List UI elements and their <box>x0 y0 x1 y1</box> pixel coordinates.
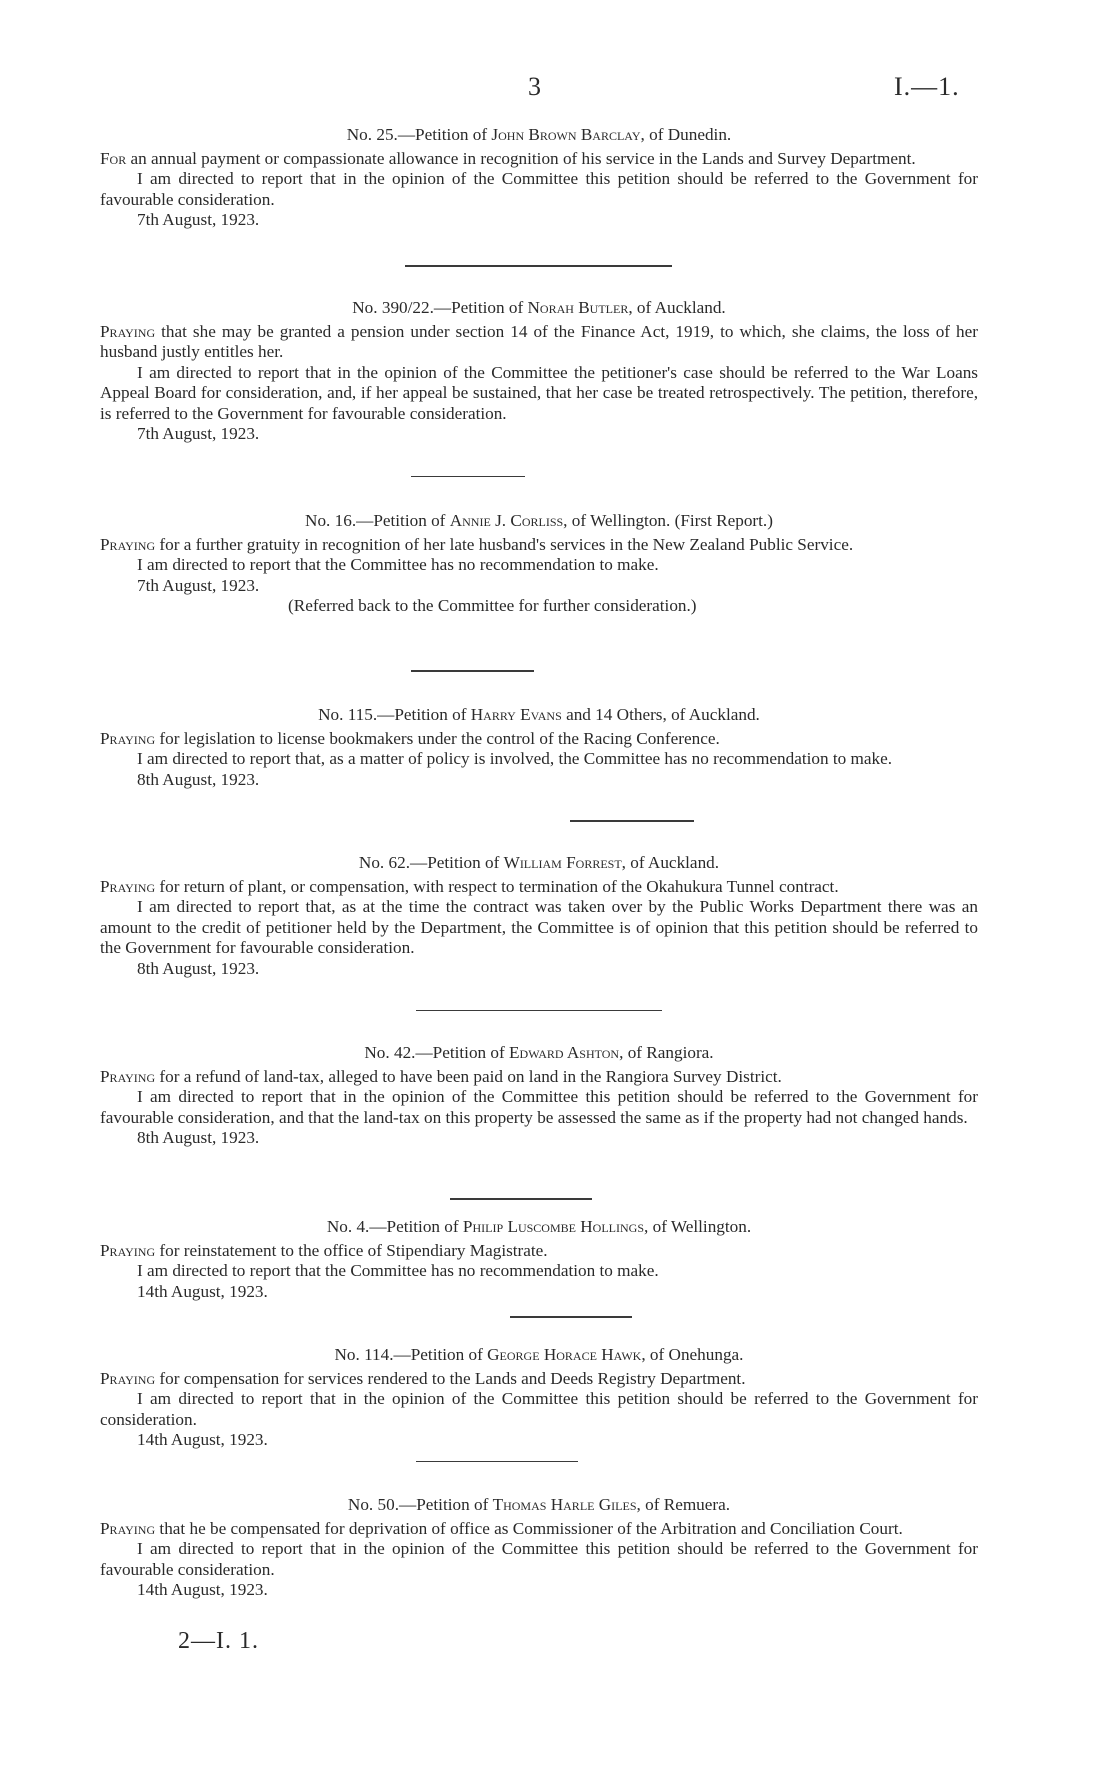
petition-number: No. 62. <box>358 853 411 872</box>
section-divider <box>411 476 525 477</box>
petition-prayer <box>100 1369 978 1390</box>
petition-prayer <box>100 322 978 363</box>
section-divider <box>405 265 672 267</box>
petition-number: No. 25. <box>346 125 398 144</box>
document-reference: I.—1. <box>894 72 960 101</box>
prayer-lead: Praying <box>100 1518 156 1538</box>
petition-date: 14th August, 1923. <box>137 1430 268 1449</box>
petition-report: I am directed to report that in the opinion of the Committee this petition should be referred to the Government for favourable consideration. <box>100 1539 978 1579</box>
petition-report: I am directed to report that the Committee has no recommendation to make. <box>137 1261 659 1280</box>
petition-title <box>100 298 978 319</box>
petition-place: , of Onehunga. <box>641 1345 744 1364</box>
prayer-lead: Praying <box>100 1240 156 1260</box>
petition-prayer <box>100 535 978 556</box>
petition-place: , of Dunedin. <box>640 125 732 144</box>
prayer-lead: Praying <box>100 876 156 896</box>
petition-report: I am directed to report that, as a matter of policy is involved, the Committee has no recommendation to make. <box>137 749 893 768</box>
petition-title <box>100 125 978 146</box>
petitioner-name: Edward Ashton <box>509 1043 620 1062</box>
title-dash: —Petition of <box>399 1495 493 1514</box>
petition-place: , of Rangiora. <box>619 1043 714 1062</box>
prayer-text: for a further gratuity in recognition of her late husband's services in the New Zealand Public Service. <box>155 534 854 554</box>
petitioner-name: Philip Luscombe Hollings <box>462 1217 644 1236</box>
signature-mark: 2—I. 1. <box>178 1628 259 1654</box>
petition-entry <box>100 125 978 231</box>
petition-entry <box>100 1495 978 1601</box>
petition-prayer <box>100 877 978 898</box>
petition-number: No. 16. <box>305 511 357 530</box>
petition-entry <box>100 1043 978 1149</box>
petition-date: 14th August, 1923. <box>137 1281 268 1301</box>
section-divider <box>411 670 534 672</box>
petition-date: 7th August, 1923. <box>137 210 260 229</box>
page-number: 3 <box>528 72 541 101</box>
petitioner-name: Annie J. Corliss <box>449 511 564 530</box>
prayer-lead: For <box>100 148 127 168</box>
title-dash: —Petition of <box>393 1345 488 1364</box>
petition-entry <box>100 705 978 790</box>
prayer-text: an annual payment or compassionate allowance in recognition of his service in the Lands and Survey Department. <box>126 148 916 168</box>
prayer-text: for legislation to license bookmakers under the control of the Racing Conference. <box>155 728 720 748</box>
petition-place: and 14 Others, of Auckland. <box>561 705 760 724</box>
petition-date: 7th August, 1923. <box>137 424 260 443</box>
title-dash: —Petition of <box>397 125 492 144</box>
petition-place: , of Remuera. <box>636 1495 731 1514</box>
title-dash: —Petition of <box>369 1217 463 1236</box>
petitioner-name: John Brown Barclay <box>491 125 641 144</box>
petition-title <box>100 511 978 532</box>
petition-entry <box>100 1217 978 1302</box>
petition-number: No. 390/22. <box>352 298 434 317</box>
title-dash: —Petition of <box>377 705 471 724</box>
petition-number: No. 42. <box>364 1043 416 1062</box>
petition-place: , of Wellington. (First Report.) <box>563 511 773 530</box>
petition-date: 7th August, 1923. <box>137 575 260 595</box>
petition-date: 8th August, 1923. <box>137 769 260 789</box>
petitioner-name: Harry Evans <box>470 705 562 724</box>
petition-note: (Referred back to the Committee for further consideration.) <box>288 596 697 615</box>
petition-report: I am directed to report that in the opinion of the Committee this petition should be referred to the Government for consideration. <box>100 1389 978 1429</box>
petition-place: , of Wellington. <box>644 1217 752 1236</box>
prayer-lead: Praying <box>100 321 156 341</box>
prayer-lead: Praying <box>100 534 156 554</box>
petition-prayer <box>100 149 978 170</box>
prayer-lead: Praying <box>100 1368 156 1388</box>
petitioner-name: Thomas Harle Giles <box>492 1495 637 1514</box>
petition-report: I am directed to report that the Committee has no recommendation to make. <box>137 555 659 574</box>
section-divider <box>450 1198 592 1200</box>
prayer-text: for compensation for services rendered to the Lands and Deeds Registry Department. <box>155 1368 746 1388</box>
petition-report: I am directed to report that in the opinion of the Committee this petition should be referred to the Government for favourable consideration. <box>100 169 978 209</box>
prayer-text: for a refund of land-tax, alleged to have been paid on land in the Rangiora Survey District. <box>155 1066 782 1086</box>
petitioner-name: William Forrest <box>503 853 622 872</box>
petition-prayer <box>100 1067 978 1088</box>
prayer-lead: Praying <box>100 728 156 748</box>
section-divider <box>416 1010 662 1011</box>
prayer-lead: Praying <box>100 1066 156 1086</box>
title-dash: —Petition of <box>410 853 504 872</box>
petition-number: No. 114. <box>334 1345 394 1364</box>
petition-report: I am directed to report that, as at the time the contract was taken over by the Public Works Department there was an amount to the credit of petitioner held by the Department, the Committee is of opinion that this petition should be referred to the Government for favourable consideration. <box>100 897 978 957</box>
prayer-text: for return of plant, or compensation, with respect to termination of the Okahukura Tunnel contract. <box>155 876 839 896</box>
petition-title <box>100 1495 978 1516</box>
section-divider <box>416 1461 578 1462</box>
petition-number: No. 4. <box>326 1217 370 1236</box>
title-dash: —Petition of <box>433 298 528 317</box>
petition-entry <box>100 511 978 617</box>
petition-report: I am directed to report that in the opinion of the Committee this petition should be referred to the Government for favourable consideration, and that the land-tax on this property be assessed the same as if the property had not changed hands. <box>100 1087 978 1127</box>
petition-title <box>100 853 978 874</box>
petition-title <box>100 705 978 726</box>
petition-number: No. 115. <box>318 705 378 724</box>
petition-date: 14th August, 1923. <box>137 1580 268 1599</box>
prayer-text: that he be compensated for deprivation of office as Commissioner of the Arbitration and Conciliation Court. <box>155 1518 903 1538</box>
petition-entry <box>100 298 978 445</box>
title-dash: —Petition of <box>415 1043 510 1062</box>
prayer-text: for reinstatement to the office of Stipendiary Magistrate. <box>155 1240 548 1260</box>
section-divider <box>570 820 694 822</box>
petition-number: No. 50. <box>347 1495 400 1514</box>
section-divider <box>510 1316 632 1318</box>
petition-place: , of Auckland. <box>621 853 720 872</box>
petition-prayer <box>100 1241 978 1262</box>
petition-place: , of Auckland. <box>628 298 726 317</box>
petitioner-name: George Horace Hawk <box>487 1345 642 1364</box>
prayer-text: that she may be granted a pension under section 14 of the Finance Act, 1919, to which, she claims, the loss of her husband justly entitles her. <box>100 321 978 361</box>
title-dash: —Petition of <box>356 511 450 530</box>
petitioner-name: Norah Butler <box>527 298 629 317</box>
petition-title <box>100 1345 978 1366</box>
petition-entry <box>100 853 978 979</box>
petition-entry <box>100 1345 978 1451</box>
petition-date: 8th August, 1923. <box>137 958 260 978</box>
petition-date: 8th August, 1923. <box>137 1128 260 1147</box>
petition-title <box>100 1217 978 1238</box>
petition-prayer <box>100 1519 978 1540</box>
petition-report: I am directed to report that in the opinion of the Committee the petitioner's case should be referred to the War Loans Appeal Board for consideration, and, if her appeal be sustained, that her case be treated retrospectively. The petition, therefore, is referred to the Government for favourable consideration. <box>100 362 978 423</box>
petition-prayer <box>100 729 978 750</box>
petition-title <box>100 1043 978 1064</box>
